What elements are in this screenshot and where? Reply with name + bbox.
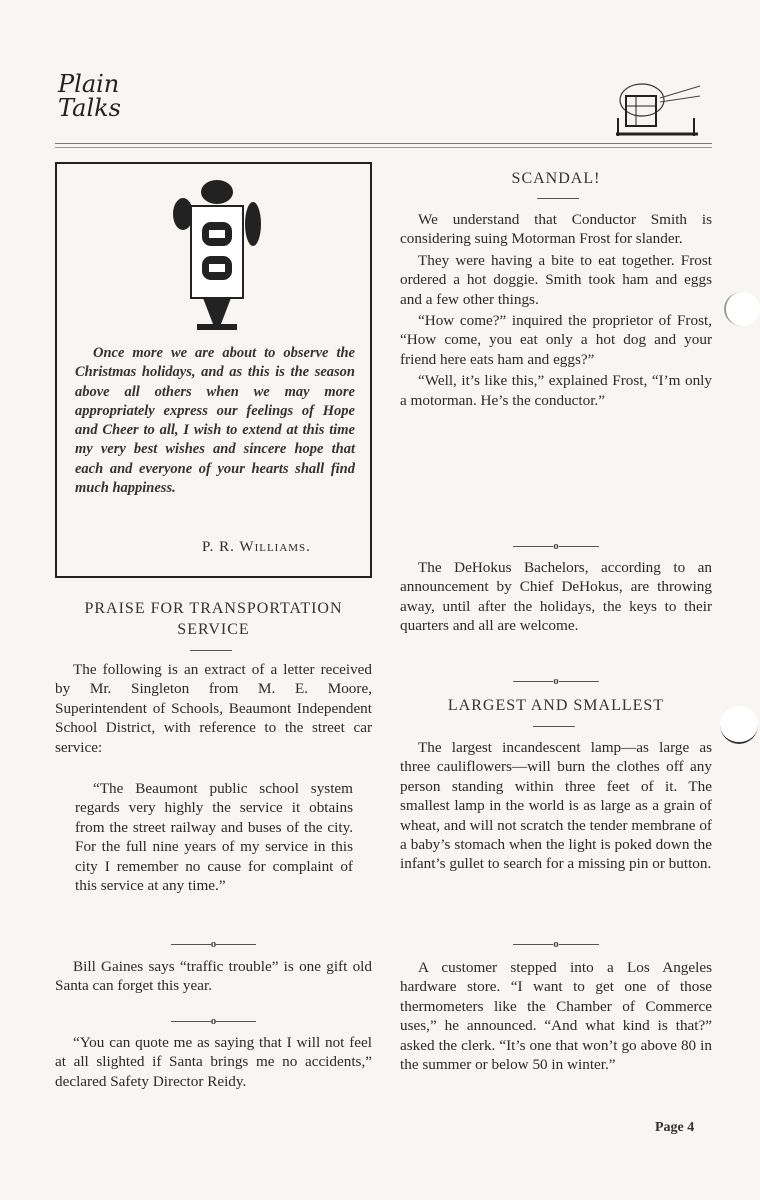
greeting-message: Once more we are about to observe the Christmas holidays, and as this is the season above all others when we may more appropriately express our feelings of Hope and Cheer to all, I wish to extend at this time my very best wishes and sincere hope that each and everyone of your hearts shall find much happiness.: [75, 345, 355, 497]
divider: [400, 540, 712, 552]
divider: [55, 938, 372, 950]
scandal-heading: SCANDAL!: [511, 170, 601, 187]
heading-rule: [533, 726, 575, 727]
praise-quote: “The Beaumont public school system regards very highly the service it obtains from the street railway and buses of the city. For the full nine years of my service in this city I remember no cause for complaint of this service at any time.”: [75, 780, 353, 895]
thermometer-paragraph: A customer stepped into a Los Angeles hardware store. “I want to get one of those thermometers like the Chamber of Commerce uses,” he announced. “And what kind is that?” asked the clerk. “It’s one that won’t go above 80 in the summer or below 50 in winter.”: [400, 959, 712, 1074]
divider-mark: o: [210, 1015, 217, 1027]
divider-mark: o: [553, 540, 559, 552]
santa-illustration-icon: [169, 174, 264, 339]
binder-hole: [720, 706, 758, 744]
scandal-paragraph: We understand that Conductor Smith is considering suing Motorman Frost for slander.: [400, 211, 712, 248]
heading-rule: [537, 198, 579, 199]
divider-mark: o: [553, 938, 559, 950]
bachelors-paragraph: The DeHokus Bachelors, according to an announcement by Chief DeHokus, are throwing away, until after the holidays, the keys to their quarters and all are welcome.: [400, 559, 712, 635]
praise-intro: The following is an extract of a letter received by Mr. Singleton from M. E. Moore, Superintendent of Schools, Beaumont Independent School District, with reference to the street car service:: [55, 661, 372, 756]
gaines-paragraph: Bill Gaines says “traffic trouble” is one gift old Santa can forget this year.: [55, 958, 372, 995]
page-number: Page 4: [655, 1120, 695, 1135]
divider-mark: o: [210, 938, 217, 950]
reidy-paragraph: “You can quote me as saying that I will not feel at all slighted if Santa brings me no accidents,” declared Safety Director Reidy.: [55, 1034, 372, 1090]
logo-line-1: Plain: [58, 70, 120, 98]
scandal-paragraph: “How come?” inquired the proprietor of Frost, “How come, you eat only a hot dog and your friend here eats ham and eggs?”: [400, 312, 712, 368]
scandal-story: [400, 210, 712, 410]
divider-mark: o: [553, 675, 559, 687]
scandal-paragraph: “Well, it’s like this,” explained Frost, “I’m only a motorman. He’s the conductor.”: [400, 372, 712, 409]
largest-heading: LARGEST AND SMALLEST: [447, 697, 665, 714]
greeting-signature: P. R. Williams.: [202, 539, 311, 555]
header-rule: [55, 143, 712, 148]
divider: [400, 675, 712, 687]
heading-rule: [190, 650, 232, 651]
largest-paragraph: The largest incandescent lamp—as large as three cauliflowers—will burn the clothes off any person standing within three feet of it. The smallest lamp in the world is as large as a grain of wheat, and will not scratch the tender membrane of a baby’s stomach when the light is poked down the infant’s gullet to search for a missing pin or button.: [400, 739, 712, 873]
divider: [55, 1015, 372, 1027]
scandal-paragraph: They were having a bite to eat together. Frost ordered a hot doggie. Smith took ham and eggs and a few other things.: [400, 251, 712, 308]
streetcar-illustration-icon: [612, 78, 702, 140]
binder-hole: [724, 292, 760, 326]
praise-heading: PRAISE FOR TRANSPORTATION SERVICE: [84, 600, 343, 638]
plain-talks-logo: [58, 72, 121, 120]
christmas-greeting-box: [55, 162, 372, 578]
logo-line-2: Talks: [58, 94, 121, 122]
divider: [400, 938, 712, 950]
